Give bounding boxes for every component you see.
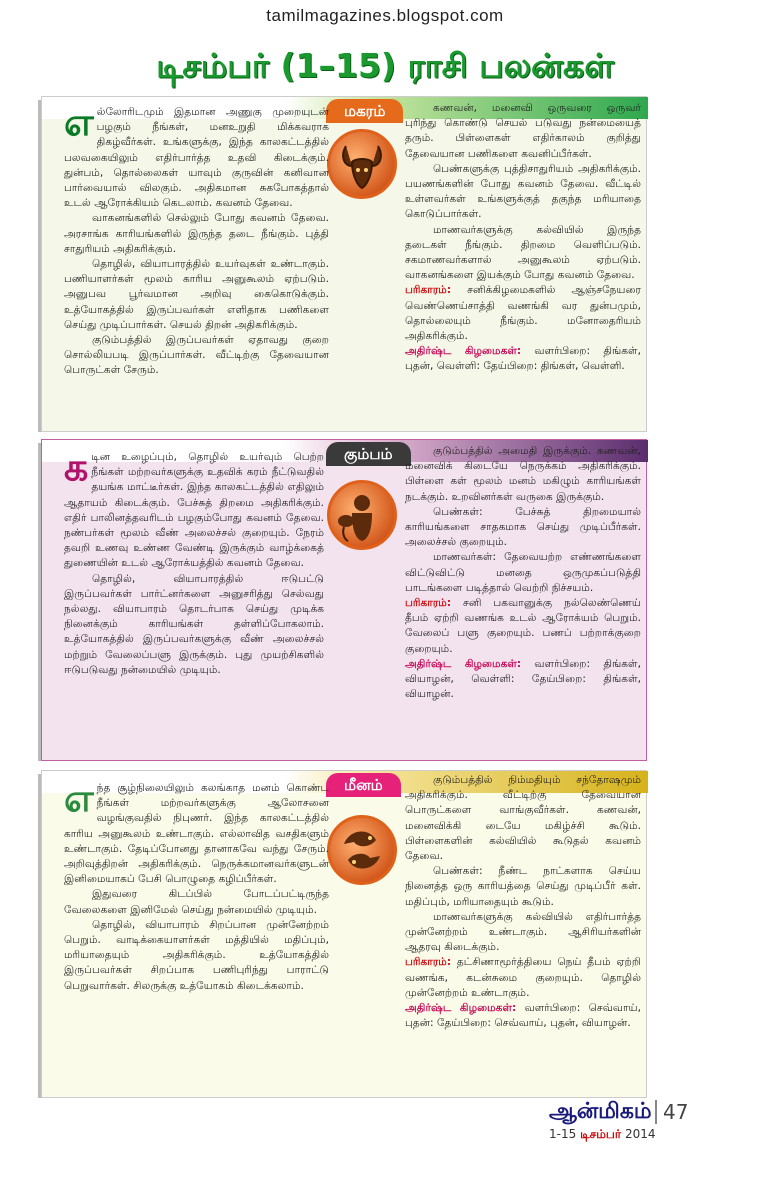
paragraph: மாணவர்களுக்கு கல்வியில் எதிர்பார்த்த முன்னேற்றம் உண்டாகும். ஆசிரியர்களின் ஆதரவு கிடைக்கும். [405, 910, 641, 954]
sign-tab-meenam: மீனம் [326, 773, 401, 797]
parikaram-label: பரிகாரம்: [405, 284, 452, 297]
sign-tab-makaram: மகரம் [326, 99, 403, 123]
kumbam-right-column [405, 444, 641, 702]
paragraph: குடும்பத்தில் அமைதி இருக்கும். கணவன், மனைவிக் கிடையே நெருக்கம் அதிகரிக்கும். பிள்ளை கள் மூலம் மனம் மகிழும் காரியங்கள் நடக்கும். உறவினர்கள் வருகை இருக்கும். [405, 445, 641, 503]
paragraph: தொழில், வியாபாரத்தில் ஈடுபட்டு இருப்பவர்கள் பார்ட்னர்களை அனுசரித்து செல்வது நல்லது. வியாபாரம் தொடர்பாக செய்து முடிக்க நினைக்கும் காரியங்கள் தள்ளிப்போகலாம். உத்யோகத்தில் இருப்பவர்களுக்கு வீண் அலைச்சல் மற்றும் வேலைப்பளு இருக்கும். புது முயற்சிகளில் ஈடுபடுவது நன்மையில் முடியும். [64, 572, 324, 676]
paragraph: ந்த சூழ்நிலையிலும் கலங்காத மனம் கொண்ட நீங்கள் மற்றவர்களுக்கு ஆலோசனை வழங்குவதில் நிபுணர். இந்த காலகட்டத்தில் காரிய அனுகூலம் உண்டாகும். எல்லாவித வசதிகளும் உண்டாகும். தேடிப்போனது தானாகவே வந்து சேரும். அறிவுத்திறன் அதிகரிக்கும். நெருக்கமானவர்களுடன் இனிமையாகப் பேசி பொழுதை கழிப்பீர்கள். [64, 782, 329, 886]
makaram-right-column [405, 101, 641, 375]
aquarius-water-bearer-icon [327, 480, 397, 550]
site-url: tamilmagazines.blogspot.com [266, 6, 504, 25]
capricorn-goat-icon [327, 129, 397, 199]
drop-cap: எ [64, 776, 94, 820]
paragraph: மாணவர்களுக்கு கல்வியில் இருந்த தடைகள் நீங்கும். திறமை வெளிப்படும். சகமாணவர்களால் அனுகூலம் ஏற்படும். வாகனங்களை இயக்கும் போது கவனம் தேவை. [405, 223, 641, 282]
paragraph: பெண்கள்: பேச்சுத் திறமையால் காரியங்களை சாதகமாக செய்து முடிப்பீர்கள். அலைச்சல் குறையும். [405, 505, 641, 549]
kumbam-left-column [64, 445, 324, 678]
meenam-right-column [405, 773, 641, 1031]
date-range: 1-15 [549, 1127, 577, 1141]
meenam-left-column [64, 776, 329, 994]
parikaram-label: பரிகாரம்: [405, 597, 452, 610]
paragraph: தொழில், வியாபாரம் சிறப்பான முன்னேற்றம் பெறும். வாடிக்கையாளர்கள் மத்தியில் மதிப்பும், மரியாதையும் அதிகரிக்கும். உத்யோகத்தில் இருப்பவர்கள் சிறப்பாக பணிபுரிந்து பாராட்டு பெறுவார்கள். சிலருக்கு உத்யோகம் கிடைக்கலாம். [64, 918, 329, 992]
magazine-footer [549, 1098, 699, 1141]
sign-tab-kumbam: கும்பம் [326, 442, 411, 466]
drop-cap: க [64, 445, 89, 489]
parikaram-text: சனி பகவானுக்கு நல்லெண்ணெய் தீபம் ஏற்றி வணங்க உடல் ஆரோக்யம் பெறும். வேலைப் பளு குறையும். பணப் பற்றாக்குறை குறையும். [405, 597, 641, 655]
paragraph: டின உழைப்பும், தொழில் உயர்வும் பெற்ற நீங்கள் மற்றவர்களுக்கு உதவிக் கரம் நீட்டுவதில் தயங்க மாட்டீர்கள். இந்த காலகட்டத்தில் எதிலும் ஆதாயம் கிடைக்கும். பேச்சுத் திறமை அதிகரிக்கும். எதிர் பாலினத்தவரிடம் பழகும்போது கவனம் தேவை. நண்பர்கள் மூலம் வீண் அலைச்சல் குறையும். நேரம் தவறி உணவு உண்ண வேண்டி இருக்கும் வாழ்க்கைத் துணையின் உடல் ஆரோக்யத்தில் கவனம் தேவை. [64, 451, 324, 570]
lucky-days-text: வளர்பிறை: திங்கள், புதன், வெள்ளி: தேய்பிறை: திங்கள், வெள்ளி. [405, 345, 641, 373]
issue-date [549, 1127, 656, 1143]
makaram-panel [41, 96, 647, 432]
paragraph: கணவன், மனைவி ஒருவரை ஒருவர் புரிந்து கொண்டு செயல் படுவது நன்மையைத் தரும். பிள்ளைகள் எதிர்காலம் குறித்து தேவையான பணிகளை கவனிப்பீர்கள். [405, 102, 641, 160]
makaram-left-column [64, 100, 329, 379]
lucky-days-label: அதிர்ஷ்ட கிழமைகள்: [405, 657, 522, 670]
paragraph: இதுவரை கிடப்பில் போடப்பட்டிருந்த வேலைகளை இனிமேல் செய்து நன்மையில் முடியும். [64, 888, 329, 916]
lucky-days-label: அதிர்ஷ்ட கிழமைகள்: [405, 345, 522, 358]
paragraph: வாகனங்களில் செல்லும் போது கவனம் தேவை. அரசாங்க காரியங்களில் இருந்த தடை நீங்கும். புத்தி சாதுரியம் அதிகரிக்கும். [64, 212, 329, 255]
drop-cap: எ [64, 100, 94, 144]
paragraph: பெண்கள்: நீண்ட நாட்களாக செய்ய நினைத்த ஒரு காரியத்தை செய்து முடிப்பீர் கள். மதிப்பும், மரியாதையும் கூடும். [405, 865, 641, 908]
paragraph: குடும்பத்தில் நிம்மதியும் சந்தோஷமும் அதிகரிக்கும். வீட்டிற்கு தேவையான பொருட்களை வாங்குவீர்கள். கணவன், மனைவிக்கி டையே மகிழ்ச்சி கூடும். பிள்ளைகளின் கல்வியில் கூடுதல் கவனம் தேவை. [405, 774, 641, 863]
year: 2014 [624, 1127, 656, 1141]
lucky-days-text: வளர்பிறை: செவ்வாய், புதன்: தேய்பிறை: செவ்வாய், புதன், வியாழன். [405, 1002, 641, 1030]
magazine-brand: ஆன்மிகம் [549, 1098, 652, 1124]
paragraph: மாணவர்கள்: தேவையற்ற எண்ணங்களை விட்டுவிட்டு மனதை ஒருமுகப்படுத்தி பாடங்களை படித்தால் வெற்றி நிச்சயம். [405, 551, 641, 594]
parikaram-label: பரிகாரம்: [405, 956, 452, 969]
paragraph: குடும்பத்தில் இருப்பவர்கள் ஏதாவது குறை சொல்லியபடி இருப்பார்கள். வீட்டிற்கு தேவையான பொருட்கள் சேரும். [64, 334, 329, 377]
pisces-fish-icon [327, 815, 397, 885]
page-title: டிசம்பர் (1–15) ராசி பலன்கள் [156, 46, 614, 85]
lucky-days-text: வளர்பிறை: திங்கள், வியாழன், வெள்ளி: தேய்பிறை: திங்கள், வியாழன். [405, 657, 641, 701]
parikaram-text: சனிக்கிழமைகளில் ஆஞ்சநேயரை வெண்ணெய்சாத்தி வணங்கி வர துன்பமும், தொல்லையும் நீங்கும். மனோதைரியம் அதிகரிக்கும். [405, 284, 642, 343]
parikaram-text: தட்சிணாமூர்த்தியை நெய் தீபம் ஏற்றி வணங்க, கடன்சுமை குறையும். தொழில் முன்னேற்றம் உண்டாகும். [405, 956, 641, 999]
meenam-panel [41, 770, 647, 1098]
lucky-days-label: அதிர்ஷ்ட கிழமைகள்: [405, 1002, 517, 1015]
paragraph: பெண்களுக்கு புத்திசாதுரியம் அதிகரிக்கும். பயணங்களின் போது கவனம் தேவை. வீட்டில் உள்ளவர்கள் உங்களுக்குத் தகுந்த மரியாதை கொடுப்பார்கள். [405, 162, 641, 221]
month: டிசம்பர் [580, 1127, 622, 1141]
paragraph: ல்லோரிடமும் இதமான அணுகு முறையுடன் பழகும் நீங்கள், மனஉறுதி மிக்கவராக திகழ்வீர்கள். உங்களுக்கு, இந்த காலகட்டத்தில் பலவகையிலும் எதிர்பார்த்த உதவி கிடைக்கும். துன்பம், தொல்லைகள் யாவும் குருவின் கனிவான பார்வையால் விலகும். அதிகமான சுகபோகத்தால் உடல் ஆரோக்கியம் கெடலாம். கவனம் தேவை. [64, 106, 329, 210]
paragraph: தொழில், வியாபாரத்தில் உயர்வுகள் உண்டாகும். பணியாளர்கள் மூலம் காரிய அனுகூலம் ஏற்படும். அனுபவ பூர்வமான அறிவு கைகொடுக்கும். உத்யோகத்தில் இருப்பவர்கள் எளிதாக பணிகளை செய்து முடிப்பார்கள். செயல் திறன் அதிகரிக்கும். [64, 258, 329, 331]
page-number: 47 [655, 1100, 688, 1124]
kumbam-panel [41, 439, 647, 761]
